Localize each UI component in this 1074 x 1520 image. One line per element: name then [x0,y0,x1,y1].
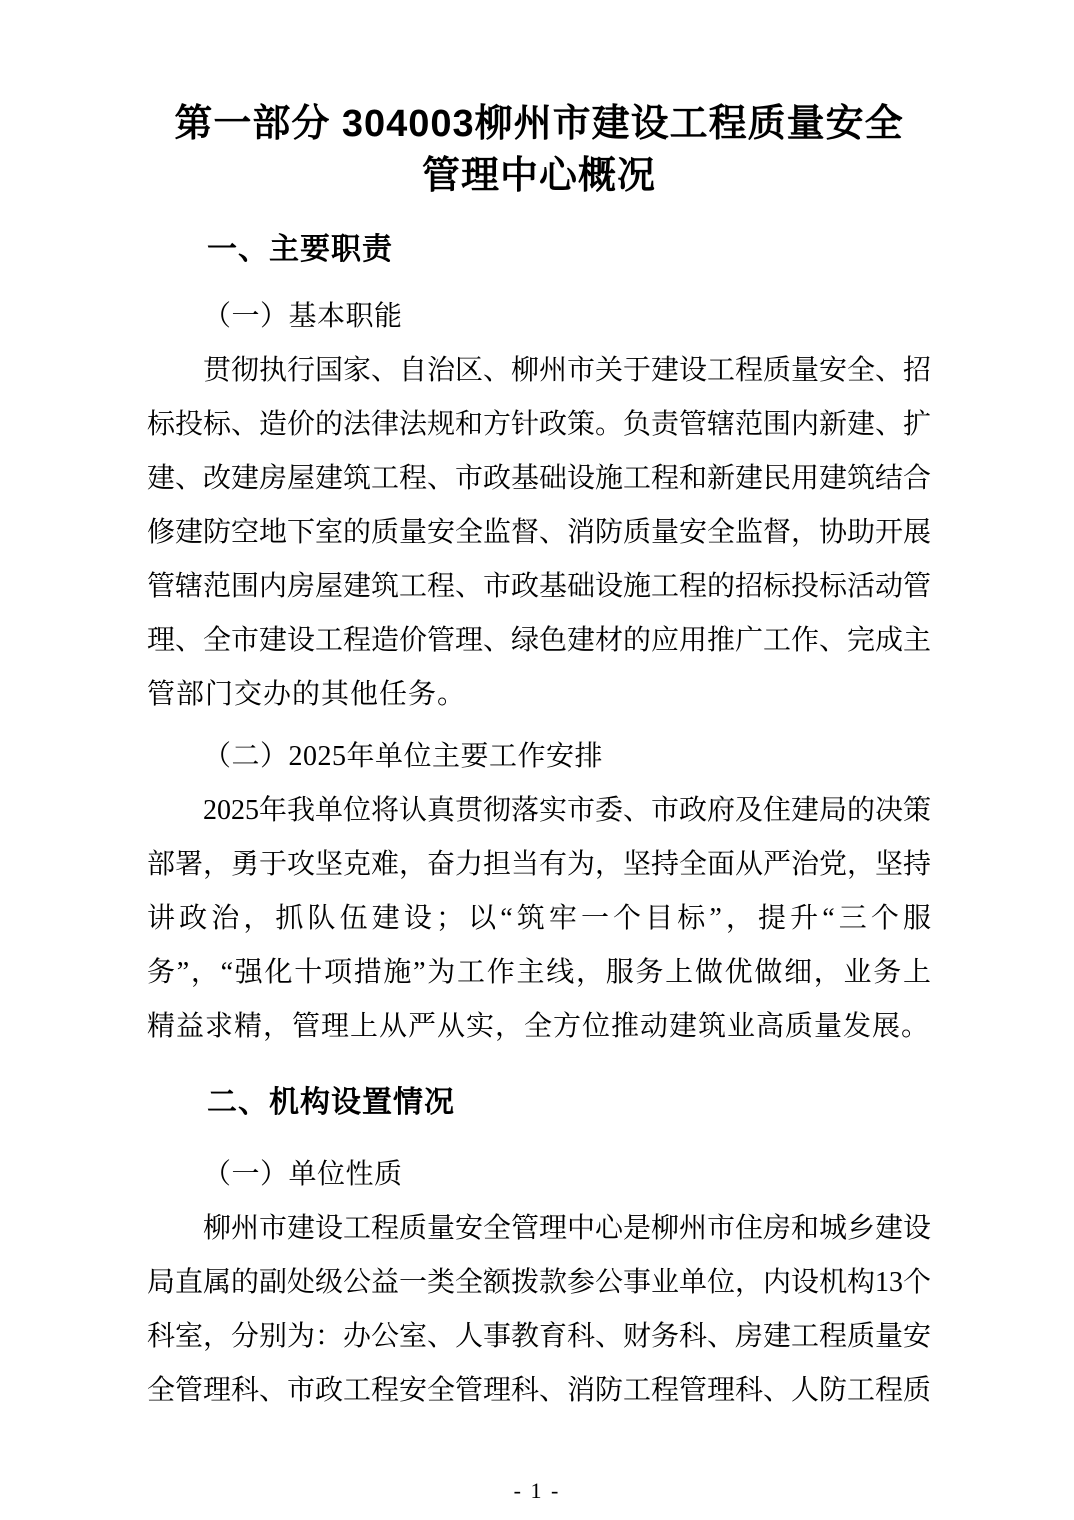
paragraph-line: 贯彻执行国家、自治区、柳州市关于建设工程质量安全、招 [203,355,932,386]
page-number: - 1 - [513,1478,561,1503]
paragraph-line: 理、全市建设工程造价管理、绿色建材的应用推广工作、完成主 [147,625,932,656]
paragraph-2025-work-plan [147,784,931,1054]
paragraph-line: 管辖范围内房屋建筑工程、市政基础设施工程的招标投标活动管 [147,571,932,602]
paragraph-line: 讲政治，抓队伍建设；以“筑牢一个目标”，提升“三个服 [147,903,931,934]
paragraph-line: 精益求精，管理上从严从实，全方位推动建筑业高质量发展。 [147,1011,931,1042]
document-title [147,98,931,202]
paragraph-line: 建、改建房屋建筑工程、市政基础设施工程和新建民用建筑结合 [147,463,932,494]
subsection-heading-basic-functions: （一）基本职能 [203,301,403,332]
paragraph-basic-functions [147,344,931,722]
document-title-line-1: 第一部分 304003柳州市建设工程质量安全 [174,103,904,145]
paragraph-unit-nature [147,1202,931,1418]
subsection-heading-2025-work-plan: （二）2025年单位主要工作安排 [203,741,604,772]
paragraph-line: 2025年我单位将认真贯彻落实市委、市政府及住建局的决策 [203,795,932,826]
document-title-line-2: 管理中心概况 [421,155,656,197]
subsection-heading-unit-nature: （一）单位性质 [203,1159,403,1190]
paragraph-line: 管部门交办的其他任务。 [147,679,467,710]
section-heading-main-duties: 一、主要职责 [207,233,393,266]
paragraph-line: 标投标、造价的法律法规和方针政策。负责管辖范围内新建、扩 [147,409,932,440]
paragraph-line: 科室，分别为：办公室、人事教育科、财务科、房建工程质量安 [147,1321,932,1352]
paragraph-line: 部署，勇于攻坚克难，奋力担当有为，坚持全面从严治党，坚持 [147,849,932,880]
paragraph-line: 全管理科、市政工程安全管理科、消防工程管理科、人防工程质 [147,1375,932,1406]
section-heading-organization-setup: 二、机构设置情况 [207,1086,455,1119]
paragraph-line: 务”，“强化十项措施”为工作主线，服务上做优做细，业务上 [147,957,931,988]
paragraph-line: 柳州市建设工程质量安全管理中心是柳州市住房和城乡建设 [203,1213,932,1244]
paragraph-line: 局直属的副处级公益一类全额拨款参公事业单位，内设机构13个 [147,1267,932,1298]
paragraph-line: 修建防空地下室的质量安全监督、消防质量安全监督，协助开展 [147,517,932,548]
